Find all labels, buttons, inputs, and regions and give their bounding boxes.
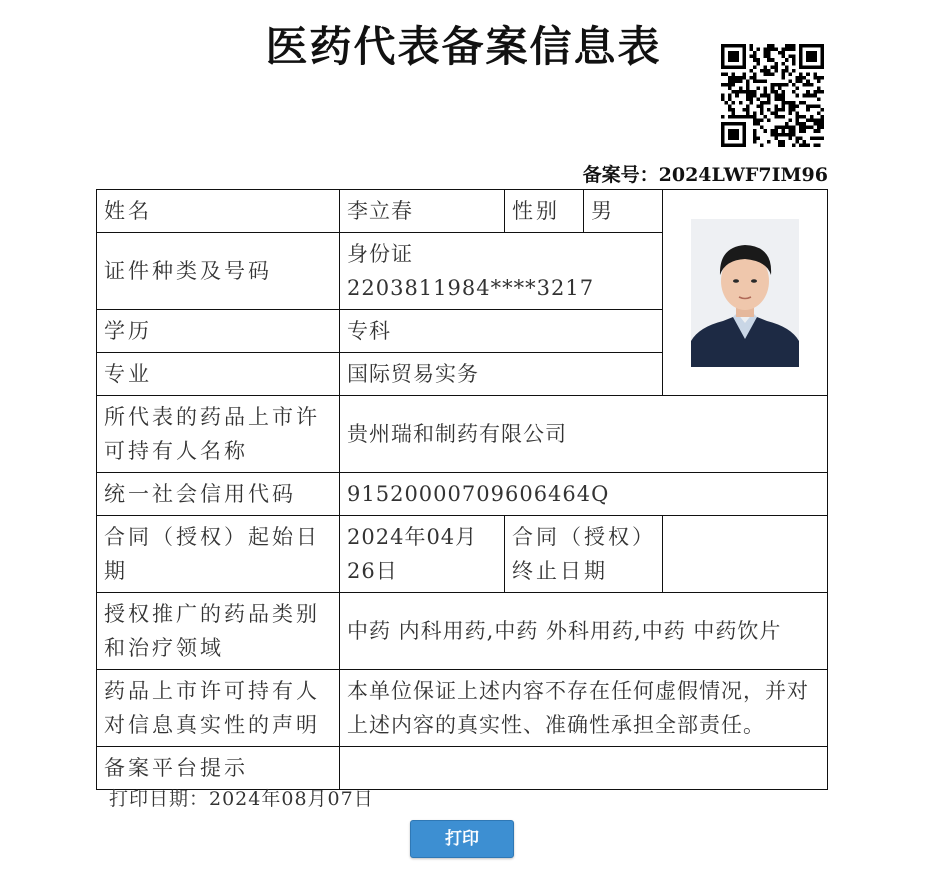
label-gender: 性别 [505,190,584,233]
label-id-type-number: 证件种类及号码 [97,233,340,310]
value-contract-start: 2024年04月26日 [340,516,505,593]
print-button[interactable]: 打印 [410,820,514,858]
value-name: 李立春 [340,190,505,233]
value-credit-code: 91520000709606464Q [340,473,828,516]
label-authorized-scope: 授权推广的药品类别和治疗领域 [97,593,340,670]
value-mah-name: 贵州瑞和制药有限公司 [340,396,828,473]
value-declaration: 本单位保证上述内容不存在任何虚假情况，并对上述内容的真实性、准确性承担全部责任。 [340,670,828,747]
label-contract-end: 合同（授权）终止日期 [505,516,663,593]
label-contract-start: 合同（授权）起始日期 [97,516,340,593]
label-platform-tip: 备案平台提示 [97,747,340,790]
value-authorized-scope: 中药 内科用药,中药 外科用药,中药 中药饮片 [340,593,828,670]
label-name: 姓名 [97,190,340,233]
print-date: 打印日期：2024年08月07日 [109,788,374,810]
value-education: 专科 [340,310,663,353]
row-declaration [97,670,828,747]
record-number: 备案号：2024LWF7IM96 [582,164,828,186]
record-form-table [96,189,828,790]
value-contract-end [663,516,828,593]
qr-code-icon [721,44,824,147]
value-major: 国际贸易实务 [340,353,663,396]
person-photo [691,219,799,367]
row-mah [97,396,828,473]
label-mah-name: 所代表的药品上市许可持有人名称 [97,396,340,473]
value-gender: 男 [584,190,663,233]
label-education: 学历 [97,310,340,353]
row-scope [97,593,828,670]
value-id-type-number: 身份证 2203811984****3217 [340,233,663,310]
row-contract [97,516,828,593]
label-major: 专业 [97,353,340,396]
page-title: 医药代表备案信息表 [265,22,662,71]
row-credit-code [97,473,828,516]
label-credit-code: 统一社会信用代码 [97,473,340,516]
row-name [97,190,828,233]
photo-cell [663,190,828,396]
value-platform-tip [340,747,828,790]
label-declaration: 药品上市许可持有人对信息真实性的声明 [97,670,340,747]
